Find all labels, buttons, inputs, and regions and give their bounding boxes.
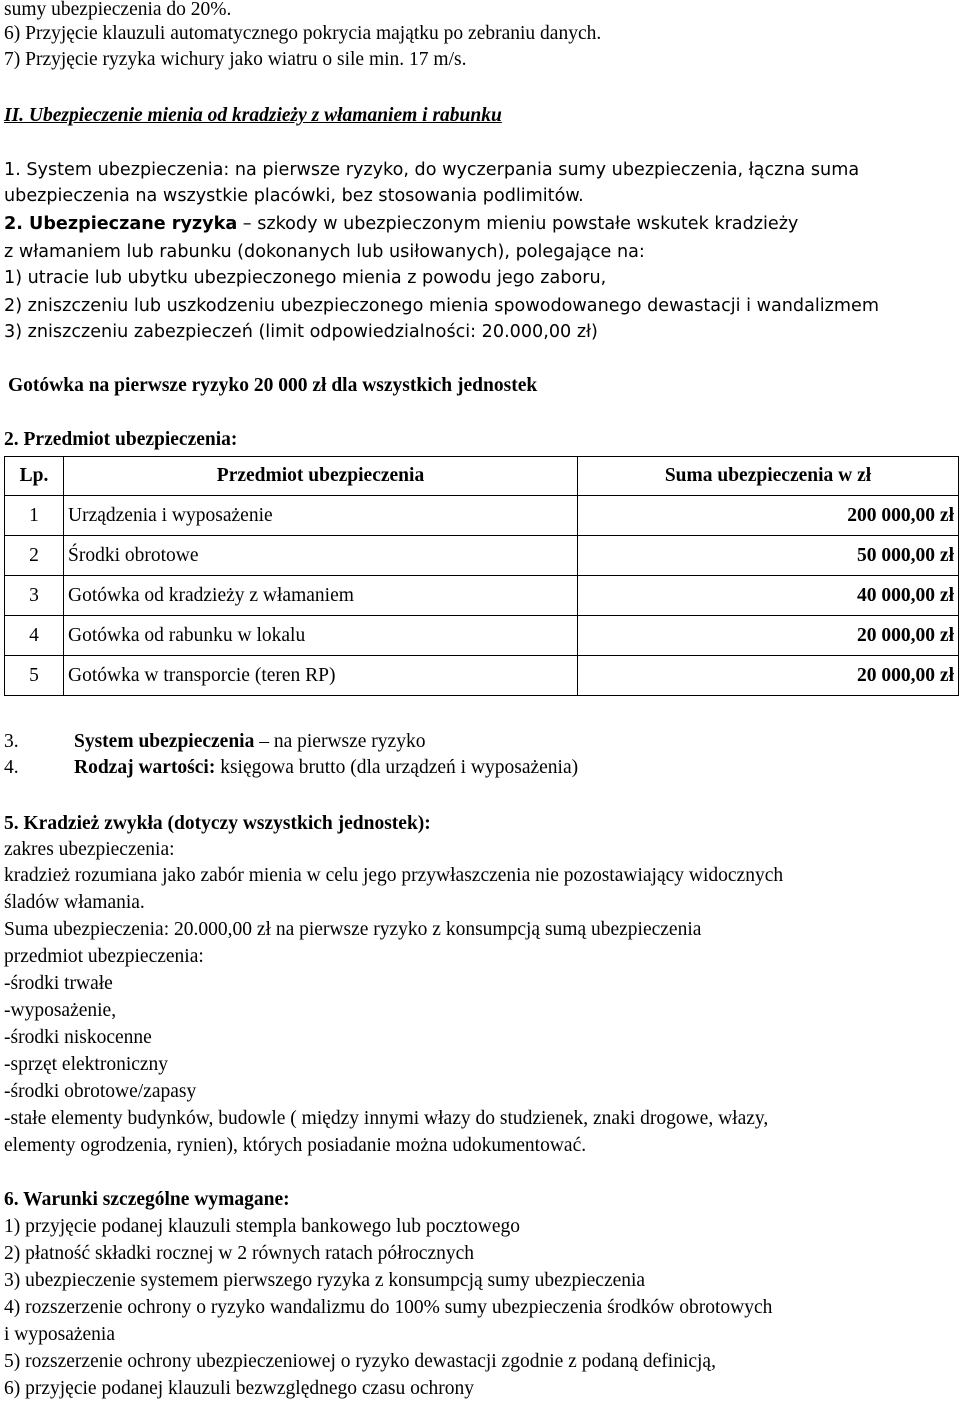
header-cell-subject: Przedmiot ubezpieczenia bbox=[64, 457, 578, 496]
item-number: 4. bbox=[4, 757, 19, 778]
list-item: 5) rozszerzenie ochrony ubezpieczeniowej o ryzyko dewastacji zgodnie z podaną definicją, bbox=[4, 1351, 716, 1372]
item-number: 3. bbox=[4, 731, 19, 752]
list-item: i wyposażenia bbox=[4, 1324, 116, 1345]
header-cell-sum: Suma ubezpieczenia w zł bbox=[578, 457, 959, 496]
table-row bbox=[5, 656, 959, 696]
cell-item: Gotówka od kradzieży z włamaniem bbox=[64, 576, 578, 616]
list-item: elementy ogrodzenia, rynien), których posiadanie można udokumentować. bbox=[4, 1135, 587, 1156]
text-line: 2) zniszczeniu lub uszkodzeniu ubezpieczonego mienia spowodowanego dewastacji i wandalizmem bbox=[4, 296, 879, 316]
table-row bbox=[5, 536, 959, 576]
header-cell-lp: Lp. bbox=[5, 457, 64, 496]
item-4 bbox=[4, 756, 578, 780]
text-line: 7) Przyjęcie ryzyka wichury jako wiatru o sile min. 17 m/s. bbox=[4, 49, 467, 70]
text-line: Suma ubezpieczenia: 20.000,00 zł na pierwsze ryzyko z konsumpcją sumą ubezpieczenia bbox=[4, 919, 702, 940]
subject-heading: 2. Przedmiot ubezpieczenia: bbox=[4, 429, 238, 450]
table-header-row bbox=[5, 457, 959, 496]
text-line bbox=[4, 212, 798, 236]
insurance-table bbox=[4, 456, 959, 696]
cell-item: Urządzenia i wyposażenie bbox=[64, 496, 578, 536]
list-item: -środki trwałe bbox=[4, 973, 113, 994]
table-row bbox=[5, 616, 959, 656]
text-line: sumy ubezpieczenia do 20%. bbox=[4, 0, 232, 20]
text-line: 3) zniszczeniu zabezpieczeń (limit odpowiedzialności: 20.000,00 zł) bbox=[4, 322, 598, 342]
text-line: 1) utracie lub ubytku ubezpieczonego mienia z powodu jego zaboru, bbox=[4, 268, 607, 288]
text-line: kradzież rozumiana jako zabór mienia w celu jego przywłaszczenia nie pozostawiający widocznych bbox=[4, 865, 784, 886]
cell-no: 1 bbox=[5, 496, 64, 536]
text-line: przedmiot ubezpieczenia: bbox=[4, 946, 204, 967]
cell-item: Gotówka w transporcie (teren RP) bbox=[64, 656, 578, 696]
bold-label: System ubezpieczenia bbox=[74, 731, 255, 752]
section-title: II. Ubezpieczenie mienia od kradzieży z włamaniem i rabunku bbox=[4, 105, 502, 126]
list-item: -środki obrotowe/zapasy bbox=[4, 1081, 197, 1102]
list-item: 2) płatność składki rocznej w 2 równych ratach półrocznych bbox=[4, 1243, 474, 1264]
cash-note: Gotówka na pierwsze ryzyko 20 000 zł dla wszystkich jednostek bbox=[8, 375, 538, 396]
cell-no: 2 bbox=[5, 536, 64, 576]
text-line: 1. System ubezpieczenia: na pierwsze ryzyko, do wyczerpania sumy ubezpieczenia, łączna suma bbox=[4, 160, 860, 180]
list-item: -wyposażenie, bbox=[4, 1000, 117, 1021]
text-line: 6) Przyjęcie klauzuli automatycznego pokrycia majątku po zebraniu danych. bbox=[4, 23, 602, 44]
cell-no: 3 bbox=[5, 576, 64, 616]
list-item: 3) ubezpieczenie systemem pierwszego ryzyka z konsumpcją sumy ubezpieczenia bbox=[4, 1270, 646, 1291]
table-row bbox=[5, 496, 959, 536]
bold-label: 2. Ubezpieczane ryzyka bbox=[4, 214, 238, 234]
list-item: -sprzęt elektroniczny bbox=[4, 1054, 169, 1075]
cell-item: Środki obrotowe bbox=[64, 536, 578, 576]
text-line: śladów włamania. bbox=[4, 892, 145, 913]
item-3 bbox=[4, 730, 425, 754]
list-item: -środki niskocenne bbox=[4, 1027, 152, 1048]
item-5-heading: 5. Kradzież zwykła (dotyczy wszystkich jednostek): bbox=[4, 813, 431, 834]
text-line: ubezpieczenia na wszystkie placówki, bez stosowania podlimitów. bbox=[4, 186, 584, 206]
cell-sum: 20 000,00 zł bbox=[578, 616, 959, 656]
cell-no: 5 bbox=[5, 656, 64, 696]
cell-sum: 50 000,00 zł bbox=[578, 536, 959, 576]
text-span: księgowa brutto (dla urządzeń i wyposażenia) bbox=[215, 757, 579, 778]
text-span: – szkody w ubezpieczonym mieniu powstałe wskutek kradzieży bbox=[237, 214, 799, 234]
cell-sum: 40 000,00 zł bbox=[578, 576, 959, 616]
text-line: z włamaniem lub rabunku (dokonanych lub usiłowanych), polegające na: bbox=[4, 242, 645, 262]
cell-sum: 200 000,00 zł bbox=[578, 496, 959, 536]
table-row bbox=[5, 576, 959, 616]
text-span: – na pierwsze ryzyko bbox=[254, 731, 426, 752]
list-item: 1) przyjęcie podanej klauzuli stempla bankowego lub pocztowego bbox=[4, 1216, 521, 1237]
cell-no: 4 bbox=[5, 616, 64, 656]
list-item: 4) rozszerzenie ochrony o ryzyko wandalizmu do 100% sumy ubezpieczenia środków obrotowych bbox=[4, 1297, 773, 1318]
cell-sum: 20 000,00 zł bbox=[578, 656, 959, 696]
item-6-heading: 6. Warunki szczególne wymagane: bbox=[4, 1189, 290, 1210]
text-line: zakres ubezpieczenia: bbox=[4, 839, 175, 860]
cell-item: Gotówka od rabunku w lokalu bbox=[64, 616, 578, 656]
bold-label: Rodzaj wartości: bbox=[74, 757, 216, 778]
list-item: 6) przyjęcie podanej klauzuli bezwzględnego czasu ochrony bbox=[4, 1378, 474, 1399]
list-item: -stałe elementy budynków, budowle ( między innymi włazy do studzienek, znaki drogowe, włazy, bbox=[4, 1108, 769, 1129]
